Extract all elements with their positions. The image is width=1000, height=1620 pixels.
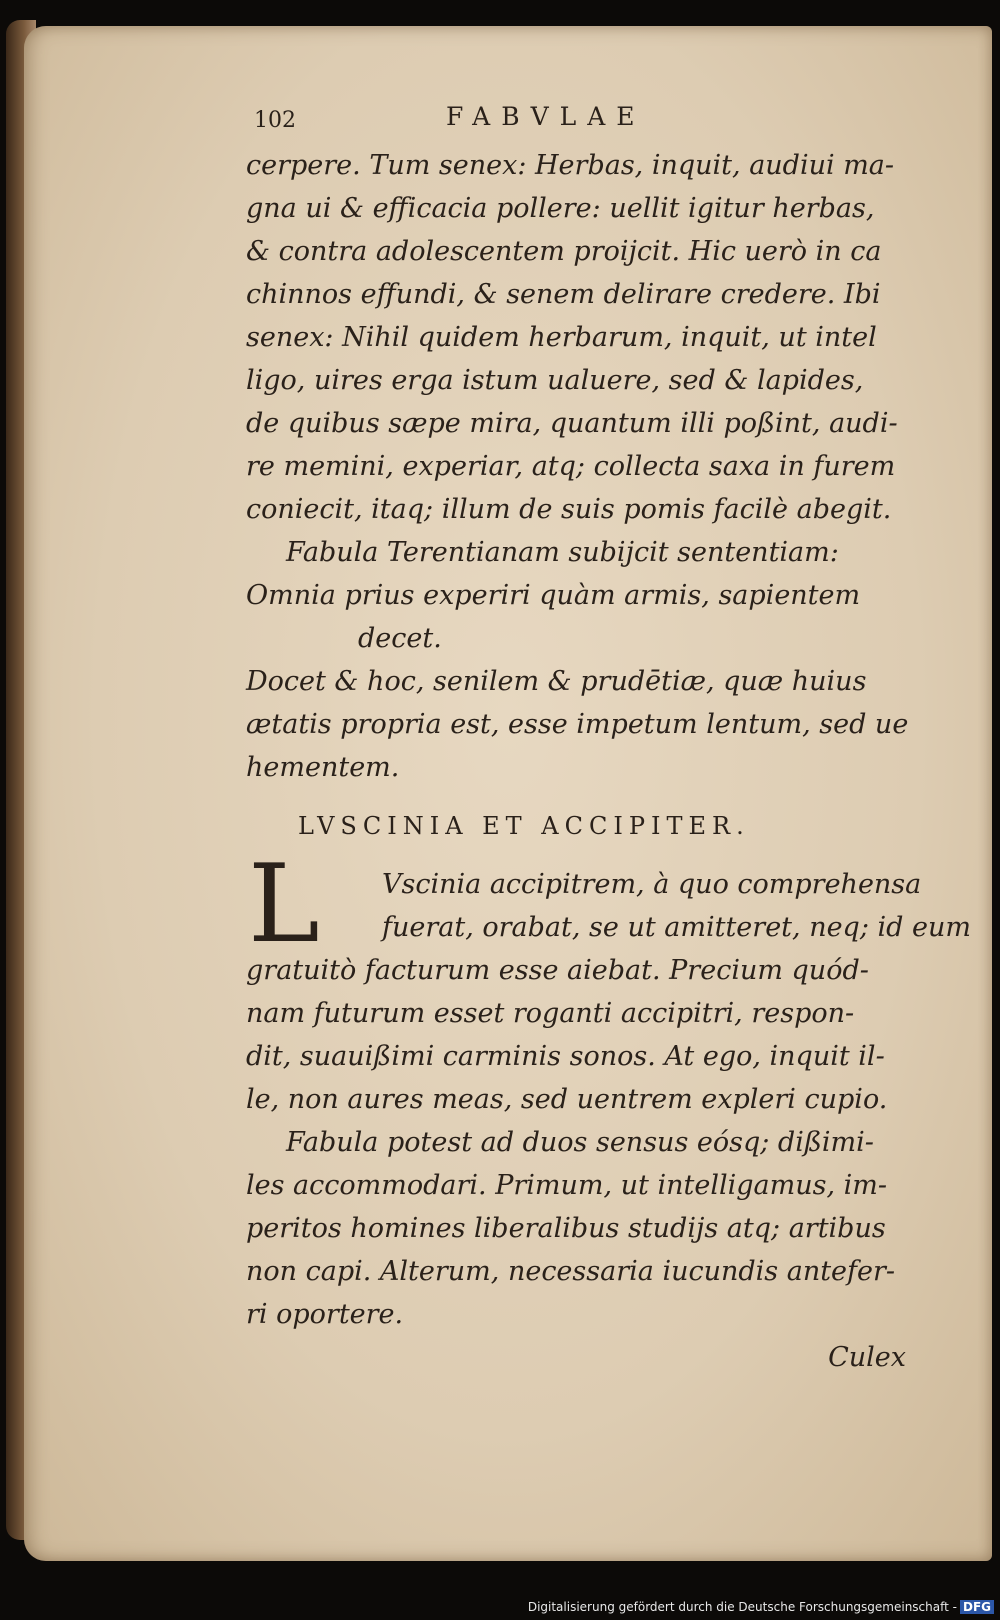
text-line: de quibus sæpe mira, quantum illi poßint, audi-	[246, 408, 898, 439]
text-line: & contra adolescentem proijcit. Hic uerò in ca	[246, 236, 882, 267]
text-line: nam futurum esset roganti accipitri, respon-	[246, 998, 855, 1029]
text-line: gna ui & efficacia pollere: uellit igitur herbas,	[246, 193, 875, 224]
text-line: coniecit, itaq; illum de suis pomis facilè abegit.	[246, 494, 892, 525]
text-line: cerpere. Tum senex: Herbas, inquit, audiui ma-	[246, 150, 895, 181]
text-line: Fabula potest ad duos sensus eósq; dißimi-	[286, 1127, 874, 1158]
moral-quote: Omnia prius experiri quàm armis, sapientem	[246, 580, 861, 611]
text-line: Docet & hoc, senilem & prudētiæ, quæ huius	[246, 666, 867, 697]
dfg-logo: DFG	[960, 1600, 994, 1614]
text-line: ri oportere.	[246, 1299, 404, 1330]
text-line: le, non aures meas, sed uentrem expleri cupio.	[246, 1084, 888, 1115]
moral-quote-cont: decet.	[358, 623, 442, 654]
page-number: 102	[254, 108, 296, 133]
running-head: FABVLAE	[446, 102, 646, 131]
moral-intro: Fabula Terentianam subijcit sententiam:	[286, 537, 839, 568]
text-line: Vscinia accipitrem, à quo comprehensa	[382, 869, 922, 900]
text-line: peritos homines liberalibus studijs atq; artibus	[246, 1213, 886, 1244]
text-line: les accommodari. Primum, ut intelligamus, im-	[246, 1170, 887, 1201]
book-page	[24, 26, 992, 1561]
page-header	[246, 100, 906, 144]
text-line: dit, suauißimi carminis sonos. At ego, inquit il-	[246, 1041, 885, 1072]
digitization-footer	[528, 1600, 994, 1614]
text-line: chinnos effundi, & senem delirare credere. Ibi	[246, 279, 881, 310]
text-line: re memini, experiar, atq; collecta saxa in furem	[246, 451, 896, 482]
text-line: senex: Nihil quidem herbarum, inquit, ut intel	[246, 322, 877, 353]
catchword: Culex	[828, 1342, 906, 1373]
fable-opening	[246, 842, 971, 967]
text-line: hementem.	[246, 752, 400, 783]
initial-letter: L	[248, 842, 320, 967]
text-block	[246, 100, 971, 1379]
text-line: non capi. Alterum, necessaria iucundis antefer-	[246, 1256, 896, 1287]
section-title: LVSCINIA ET ACCIPITER.	[298, 812, 750, 840]
text-line: ætatis propria est, esse impetum lentum, sed ue	[246, 709, 909, 740]
text-line: gratuitò facturum esse aiebat. Precium quód-	[246, 955, 869, 986]
text-line: ligo, uires erga istum ualuere, sed & lapides,	[246, 365, 864, 396]
text-line: fuerat, orabat, se ut amitteret, neq; id eum	[382, 912, 971, 943]
footer-text: Digitalisierung gefördert durch die Deutsche Forschungsgemeinschaft -	[527, 1600, 957, 1614]
